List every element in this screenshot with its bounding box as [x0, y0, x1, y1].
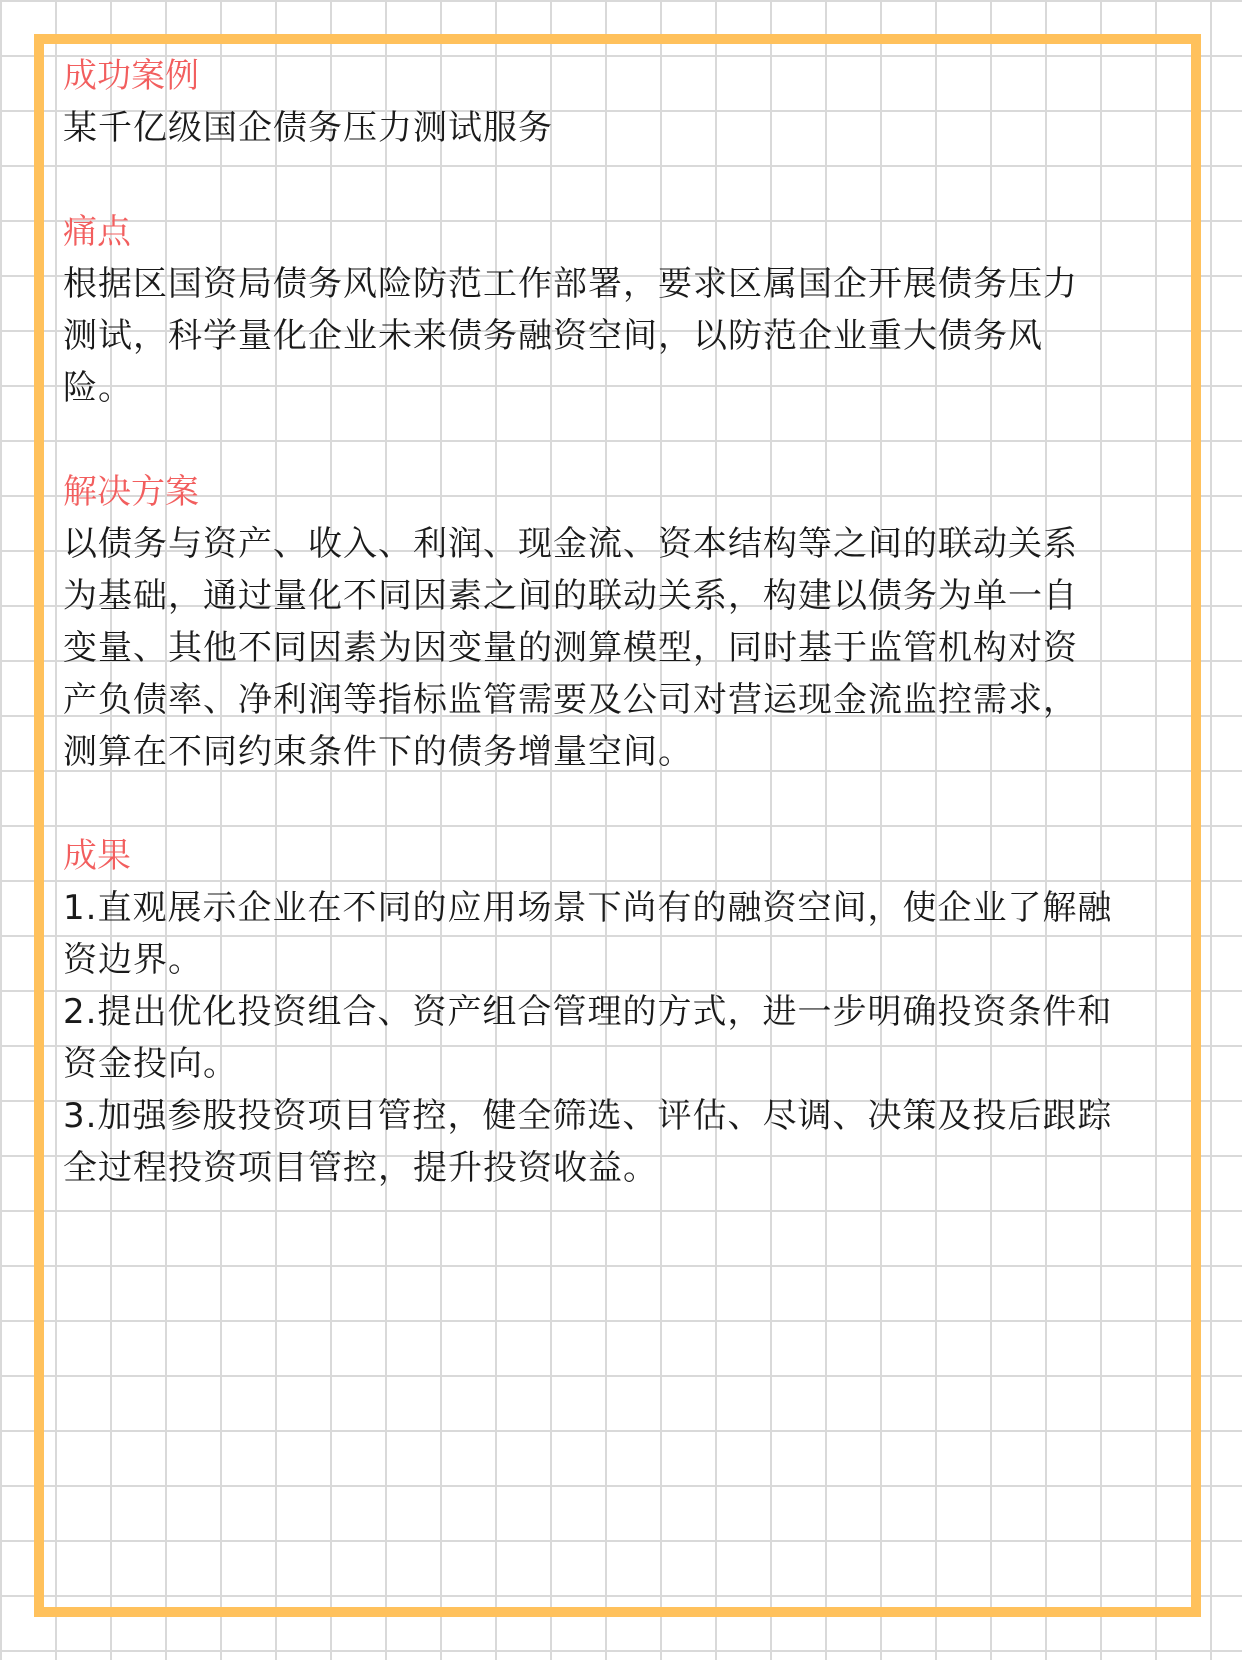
- pain-paragraph: [63, 258, 1183, 414]
- spacer: [63, 414, 1183, 466]
- results-line: 1.直观展示企业在不同的应用场景下尚有的融资空间，使企业了解融: [63, 888, 1113, 928]
- spacer: [63, 778, 1183, 830]
- results-line: 全过程投资项目管控，提升投资收益。: [63, 1148, 658, 1188]
- solution-heading: 解决方案: [63, 472, 199, 512]
- solution-line: 测算在不同约束条件下的债务增量空间。: [63, 732, 693, 772]
- solution-paragraph: [63, 518, 1183, 778]
- spacer: [63, 154, 1183, 206]
- case-heading: 成功案例: [63, 56, 199, 96]
- results-line: 2.提出优化投资组合、资产组合管理的方式，进一步明确投资条件和: [63, 992, 1113, 1032]
- results-paragraph: [63, 882, 1183, 1194]
- pain-line: 险。: [63, 368, 133, 408]
- case-title: [63, 102, 1183, 154]
- solution-line: 为基础，通过量化不同因素之间的联动关系，构建以债务为单一自: [63, 576, 1078, 616]
- results-line: 3.加强参股投资项目管控，健全筛选、评估、尽调、决策及投后跟踪: [63, 1096, 1113, 1136]
- pain-line: 根据区国资局债务风险防范工作部署，要求区属国企开展债务压力: [63, 264, 1078, 304]
- pain-line: 测试，科学量化企业未来债务融资空间，以防范企业重大债务风: [63, 316, 1043, 356]
- case-title-text: 某千亿级国企债务压力测试服务: [63, 108, 553, 148]
- solution-line: 产负债率、净利润等指标监管需要及公司对营运现金流监控需求，: [63, 680, 1078, 720]
- solution-line: 以债务与资产、收入、利润、现金流、资本结构等之间的联动关系: [63, 524, 1078, 564]
- document-content: [63, 50, 1183, 1194]
- results-line: 资金投向。: [63, 1044, 238, 1084]
- pain-heading: 痛点: [63, 212, 131, 252]
- results-line: 资边界。: [63, 940, 203, 980]
- solution-line: 变量、其他不同因素为因变量的测算模型，同时基于监管机构对资: [63, 628, 1078, 668]
- results-heading: 成果: [63, 836, 131, 876]
